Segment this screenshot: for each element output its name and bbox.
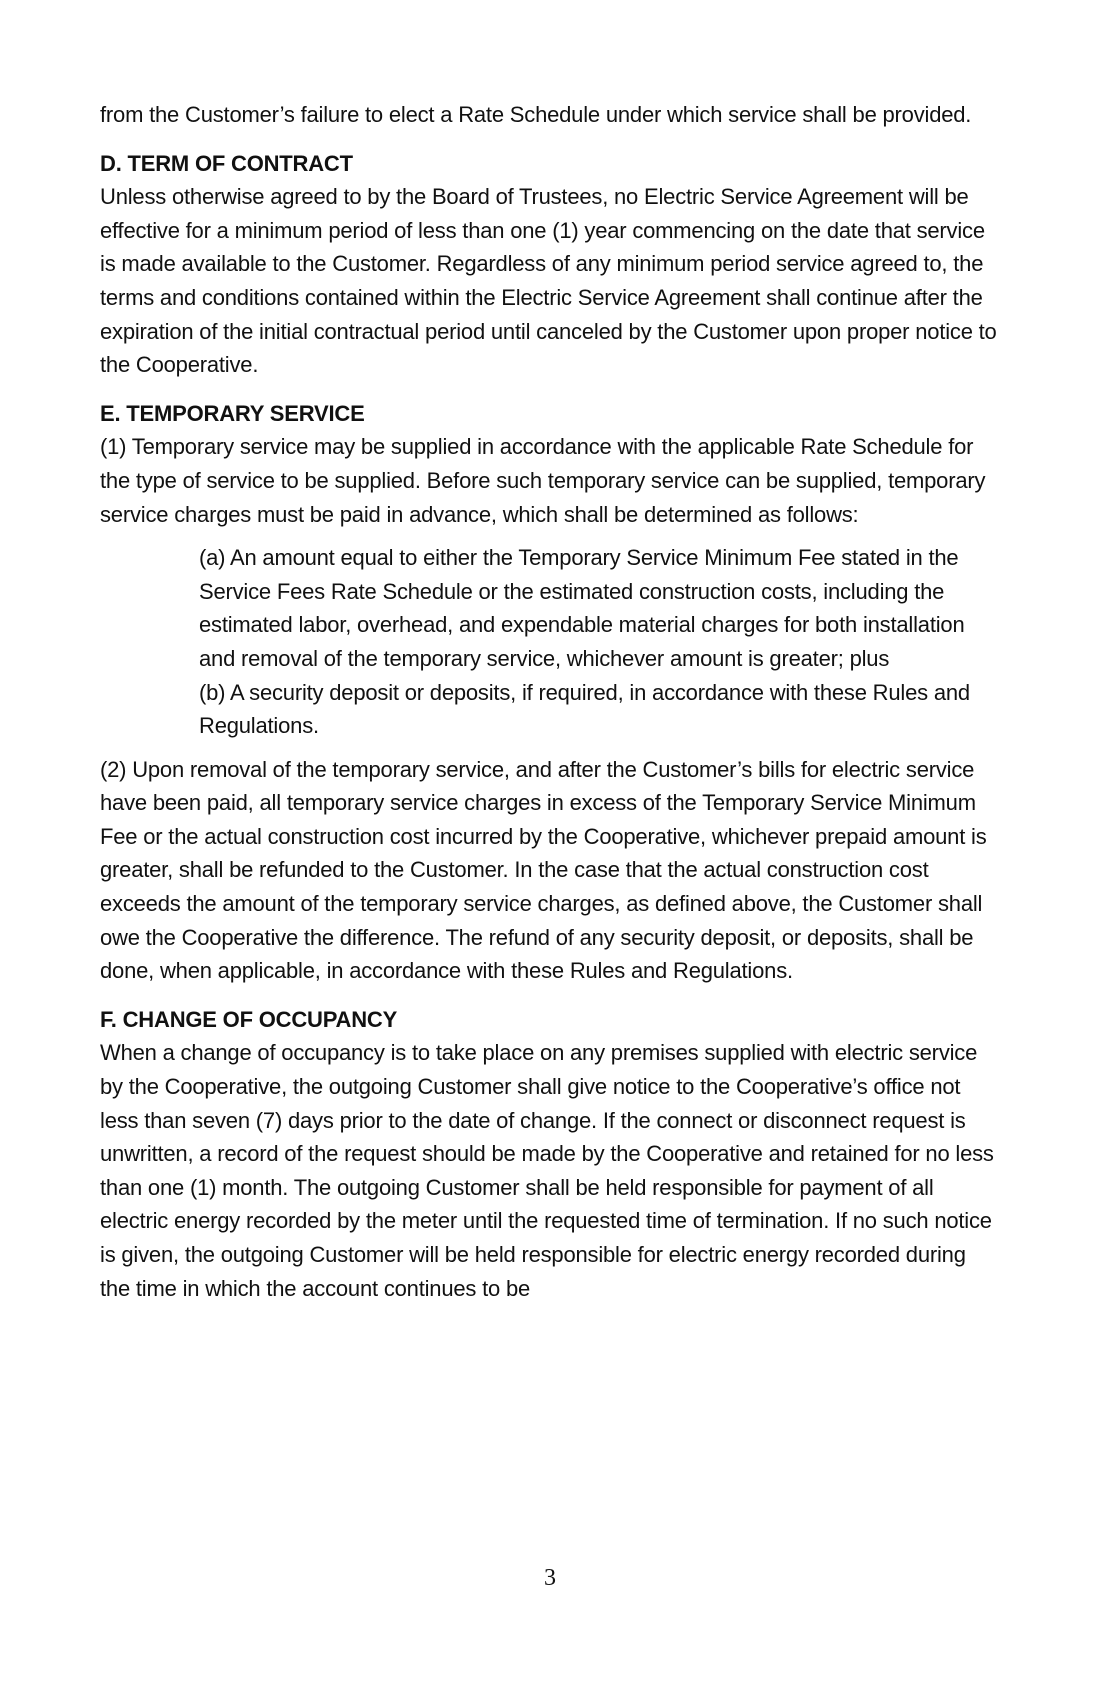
continuation-paragraph: from the Customer’s failure to elect a Rate Schedule under which service shall be provided. bbox=[100, 102, 972, 127]
section-paragraph: (1) Temporary service may be supplied in accordance with the applicable Rate Schedule for the type of service to be supplied. Before such temporary service can be supplied, temporary service charges must be paid in advance, which shall be determined as follows: bbox=[100, 434, 986, 527]
section-heading: E. TEMPORARY SERVICE bbox=[100, 400, 365, 426]
section-temporary-service bbox=[100, 397, 1000, 988]
indented-list bbox=[100, 541, 1000, 743]
page-number: 3 bbox=[544, 1565, 556, 1591]
section-heading: D. TERM OF CONTRACT bbox=[100, 150, 353, 176]
section-change-of-occupancy bbox=[100, 1003, 1000, 1305]
document-page bbox=[100, 98, 1000, 1305]
section-term-of-contract bbox=[100, 147, 1000, 382]
list-item: (b) A security deposit or deposits, if required, in accordance with these Rules and Regulations. bbox=[199, 679, 970, 739]
section-paragraph: When a change of occupancy is to take place on any premises supplied with electric service by the Cooperative, the outgoing Customer shall give notice to the Cooperative’s office not less than seven (7) days prior to the date of change. If the connect or disconnect request is unwritten, a record of the request should be made by the Cooperative and retained for no less than one (1) month. The outgoing Customer shall be held responsible for payment of all electric energy recorded by the meter until the requested time of termination. If no such notice is given, the outgoing Customer will be held responsible for electric energy recorded during the time in which the account continues to be bbox=[100, 1040, 994, 1301]
list-item: (a) An amount equal to either the Temporary Service Minimum Fee stated in the Service Fees Rate Schedule or the estimated construction costs, including the estimated labor, overhead, and expendable material charges for both installation and removal of the temporary service, whichever amount is greater; plus bbox=[199, 545, 965, 671]
section-paragraph: Unless otherwise agreed to by the Board of Trustees, no Electric Service Agreement will be effective for a minimum period of less than one (1) year commencing on the date that service is made available to the Customer. Regardless of any minimum period service agreed to, the terms and conditions contained within the Electric Service Agreement shall continue after the expiration of the initial contractual period until canceled by the Customer upon proper notice to the Cooperative. bbox=[100, 184, 997, 378]
section-heading: F. CHANGE OF OCCUPANCY bbox=[100, 1006, 398, 1032]
section-paragraph: (2) Upon removal of the temporary service, and after the Customer’s bills for electric service have been paid, all temporary service charges in excess of the Temporary Service Minimum Fee or the actual construction cost incurred by the Cooperative, whichever prepaid amount is greater, shall be refunded to the Customer. In the case that the actual construction cost exceeds the amount of the temporary service charges, as defined above, the Customer shall owe the Cooperative the difference. The refund of any security deposit, or deposits, shall be done, when applicable, in accordance with these Rules and Regulations. bbox=[100, 756, 987, 984]
